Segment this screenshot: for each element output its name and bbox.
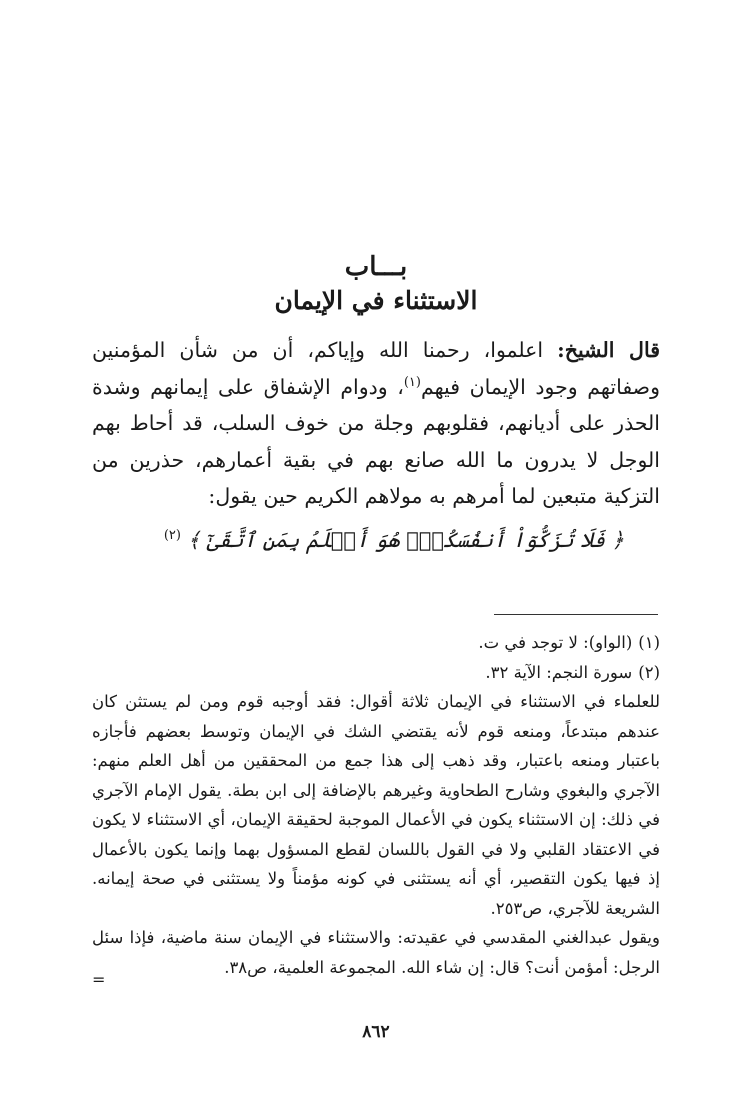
page-number: ٨٦٢ bbox=[362, 1022, 390, 1042]
continuation-mark: = bbox=[92, 970, 106, 989]
verse-text: ﴿ فَلَا تُزَكُّوٓاْ أَنفُسَكُمۡۖ هُوَ أَعۡلَمُ بِمَنِ ٱتَّقَىٰٓ ﴾ bbox=[187, 528, 624, 552]
footnote-ref-2: (٢) bbox=[163, 528, 181, 543]
paragraph-text-part2: ، ودوام الإشفاق على إيمانهم وشدة الحذر على أديانهم، فقلوبهم وجلة من خوف السلب، قد أحاط بهم الوجل لا يدرون ما الله صانع بهم في بقية أعمارهم، حذرين من التزكية متبعين لما أمرهم به مولاهم الكريم حين يقول: bbox=[92, 374, 660, 508]
footnotes-section bbox=[92, 628, 660, 982]
footnote-commentary-2: ويقول عبدالغني المقدسي في عقيدته: والاستثناء في الإيمان سنة ماضية، فإذا سئل الرجل: أمؤمن أنت؟ قال: إن شاء الله. المجموعة العلمية، ص٣٨. bbox=[92, 928, 660, 977]
footnote-ref-1: (١) bbox=[403, 374, 421, 390]
footnote-separator bbox=[494, 614, 658, 615]
footnote-number: (١) bbox=[638, 633, 660, 652]
main-paragraph bbox=[92, 332, 660, 515]
speaker-lead: قال الشيخ: bbox=[557, 338, 660, 362]
footnote-1 bbox=[92, 628, 660, 658]
footnote-2 bbox=[92, 658, 660, 688]
chapter-title: الاستثناء في الإيمان bbox=[274, 286, 478, 315]
footnote-commentary-1: للعلماء في الاستثناء في الإيمان ثلاثة أقوال: فقد أوجبه قوم ومن لم يستثن كان عندهم مبتدعاً، ومنعه قوم لأنه يقتضي الشك في الإيمان وتوسط بعضهم فأجازه باعتبار ومنعه باعتبار، وقد ذهب إلى هذا جمع من المحققين من أهل العلم منهم: الآجري والبغوي وشارح الطحاوية وغيرهم بالإضافة إلى ابن بطة. يقول الإمام الآجري في ذلك: إن الاستثناء يكون في الأعمال الموجبة لحقيقة الإيمان، أي الاستثناء لا يكون في الاعتقاد القلبي ولا في القول باللسان لقطع المسؤول بهما وإنما يكون بالأعمال إذ فيها يكون التقصير، أي أنه يستثنى في كونه مؤمناً ولا يستثنى في صحة إيمانه. الشريعة للآجري، ص٢٥٣. bbox=[92, 692, 660, 918]
footnote-text: سورة النجم: الآية ٣٢. bbox=[485, 662, 633, 682]
chapter-heading: بـــاب bbox=[344, 252, 408, 282]
quran-verse bbox=[124, 528, 624, 552]
footnote-text: (الواو): لا توجد في ت. bbox=[478, 633, 633, 652]
paragraph-text-part1: اعلموا، رحمنا الله وإياكم، أن من شأن المؤمنين وصفاتهم وجود الإيمان فيهم bbox=[92, 338, 660, 399]
footnote-number: (٢) bbox=[638, 662, 660, 682]
